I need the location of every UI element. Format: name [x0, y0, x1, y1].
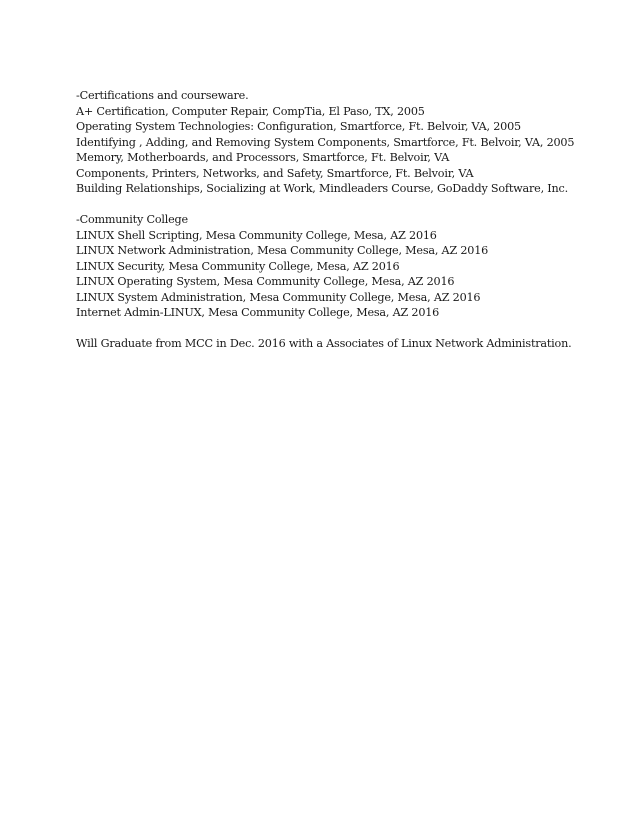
certification-line: Building Relationships, Socializing at Work, Mindleaders Course, GoDaddy Software, Inc. [76, 182, 568, 195]
certification-line: Identifying , Adding, and Removing System Components, Smartforce, Ft. Belvoir, VA, 2005 [76, 135, 575, 149]
course-line: LINUX Security, Mesa Community College, Mesa, AZ 2016 [76, 259, 400, 273]
certification-line: Operating System Technologies: Configuration, Smartforce, Ft. Belvoir, VA, 2005 [76, 120, 521, 133]
certification-line: Memory, Motherboards, and Processors, Smartforce, Ft. Belvoir, VA [76, 151, 450, 164]
course-line: LINUX Shell Scripting, Mesa Community College, Mesa, AZ 2016 [76, 228, 437, 242]
college-section [76, 212, 616, 321]
course-line: LINUX System Administration, Mesa Community College, Mesa, AZ 2016 [76, 290, 481, 304]
section-spacer [76, 321, 616, 337]
course-line: LINUX Network Administration, Mesa Community College, Mesa, AZ 2016 [76, 244, 489, 257]
certification-line: A+ Certification, Computer Repair, CompTia, El Paso, TX, 2005 [76, 104, 425, 118]
graduation-section [76, 336, 616, 352]
course-line: Internet Admin-LINUX, Mesa Community College, Mesa, AZ 2016 [76, 306, 440, 319]
graduation-statement: Will Graduate from MCC in Dec. 2016 with a Associates of Linux Network Administration. [76, 337, 572, 350]
certifications-section [76, 88, 616, 197]
certifications-heading: -Certifications and courseware. [76, 89, 249, 102]
section-spacer [76, 197, 616, 213]
college-heading: -Community College [76, 213, 188, 226]
course-line: LINUX Operating System, Mesa Community College, Mesa, AZ 2016 [76, 275, 455, 288]
certification-line: Components, Printers, Networks, and Safety, Smartforce, Ft. Belvoir, VA [76, 166, 474, 180]
document-body [76, 88, 616, 352]
